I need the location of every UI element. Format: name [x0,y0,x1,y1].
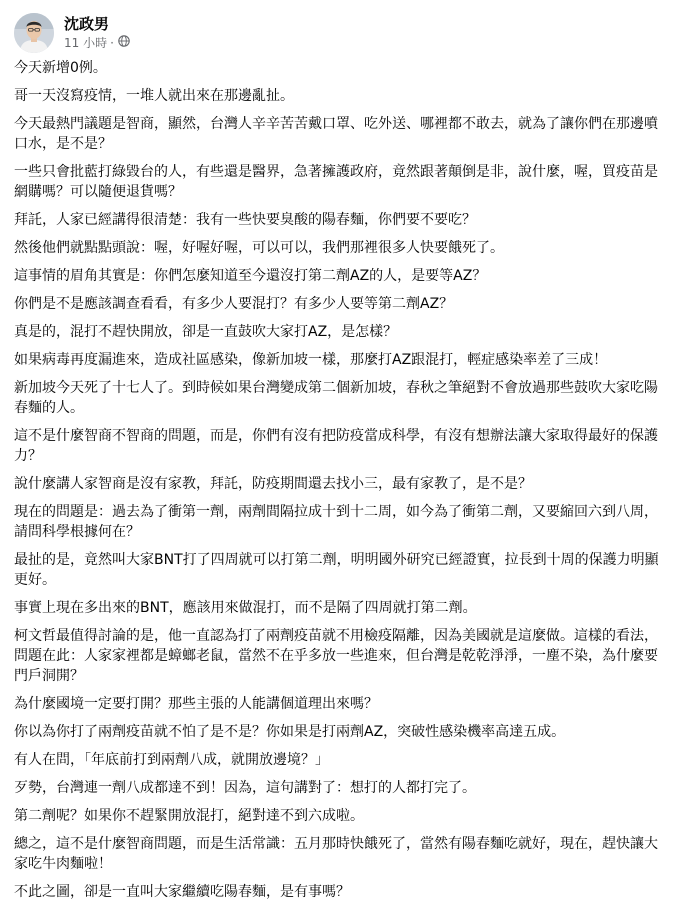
post-paragraph: 歹勢，台灣連一劑八成都達不到！因為，這句講對了：想打的人都打完了。 [14,780,476,796]
post-paragraph: 說什麼講人家智商是沒有家教，拜託，防疫期間還去找小三，最有家教了，是不是？ [14,476,532,492]
avatar-portrait [14,13,54,53]
post-paragraph: 柯文哲最值得討論的是，他一直認為打了兩劑疫苗就不用檢疫隔離，因為美國就是這麼做。這樣的看法，問題在此：人家家裡都是蟑螂老鼠，當然不在乎多放一些進來，但台灣是乾乾淨淨，一塵不染，為什麼要門戶洞開？ [14,628,658,684]
post-paragraph: 你以為你打了兩劑疫苗就不怕了是不是？你如果是打兩劑AZ，突破性感染機率高達五成。 [14,724,566,740]
post-paragraph: 新加坡今天死了十七人了。到時候如果台灣變成第二個新加坡，春秋之筆絕對不會放過那些鼓吹大家吃陽春麵的人。 [14,380,658,416]
post-paragraph: 這事情的眉角其實是：你們怎麼知道至今還沒打第二劑AZ的人，是要等AZ？ [14,268,487,284]
post-paragraph: 總之，這不是什麼智商問題，而是生活常識：五月那時快餓死了，當然有陽春麵吃就好，現在，趕快讓大家吃牛肉麵啦！ [14,836,658,872]
post-paragraph: 現在的問題是：過去為了衝第一劑，兩劑間隔拉成十到十二周，如今為了衝第二劑，又要縮回六到八周，請問科學根據何在？ [14,504,658,540]
globe-icon [118,35,130,51]
post-header [14,13,130,53]
post-paragraph: 一些只會批藍打綠毀台的人，有些還是醫界，急著擁護政府，竟然跟著顛倒是非，說什麼，喔，買疫苗是網購嗎？可以隨便退貨嗎？ [14,164,658,200]
post-subline [64,35,130,51]
post-timestamp[interactable]: 11 小時 [64,36,108,50]
post-paragraph: 拜託，人家已經講得很清楚：我有一些快要臭酸的陽春麵，你們要不要吃？ [14,212,476,228]
post-meta [64,15,130,51]
post-paragraph: 然後他們就點點頭說：喔，好喔好喔，可以可以，我們那裡很多人快要餓死了。 [14,240,504,256]
post-paragraph: 不此之圖，卻是一直叫大家繼續吃陽春麵，是有事嗎？ [14,884,350,900]
post-paragraph: 今天最熱門議題是智商，顯然，台灣人辛辛苦苦戴口罩、吃外送、哪裡都不敢去，就為了讓你們在那邊噴口水，是不是？ [14,116,658,152]
post-paragraph: 真是的，混打不趕快開放，卻是一直鼓吹大家打AZ，是怎樣？ [14,324,398,340]
post-paragraph: 今天新增0例。 [14,60,107,76]
post-paragraph: 為什麼國境一定要打開？那些主張的人能講個道理出來嗎？ [14,696,378,712]
post-paragraph: 事實上現在多出來的BNT，應該用來做混打，而不是隔了四周就打第二劑。 [14,600,477,616]
post-paragraph: 有人在問，「年底前打到兩劑八成，就開放邊境？」 [14,752,329,768]
post-paragraph: 你們是不是應該調查看看，有多少人要混打？有多少人要等第二劑AZ？ [14,296,454,312]
post-paragraph: 最扯的是，竟然叫大家BNT打了四周就可以打第二劑，明明國外研究已經證實，拉長到十周的保護力明顯更好。 [14,552,659,588]
post-paragraph: 第二劑呢？如果你不趕緊開放混打，絕對達不到六成啦。 [14,808,364,824]
post-paragraph: 如果病毒再度漏進來，造成社區感染，像新加坡一樣，那麼打AZ跟混打，輕症感染率差了三成！ [14,352,608,368]
separator-dot: · [110,36,114,50]
post-paragraph: 哥一天沒寫疫情，一堆人就出來在那邊亂扯。 [14,88,294,104]
author-name[interactable]: 沈政男 [64,15,110,33]
post-paragraph: 這不是什麼智商不智商的問題，而是，你們有沒有把防疫當成科學，有沒有想辦法讓大家取得最好的保護力？ [14,428,658,464]
post-body [14,58,660,910]
avatar[interactable] [14,13,54,53]
